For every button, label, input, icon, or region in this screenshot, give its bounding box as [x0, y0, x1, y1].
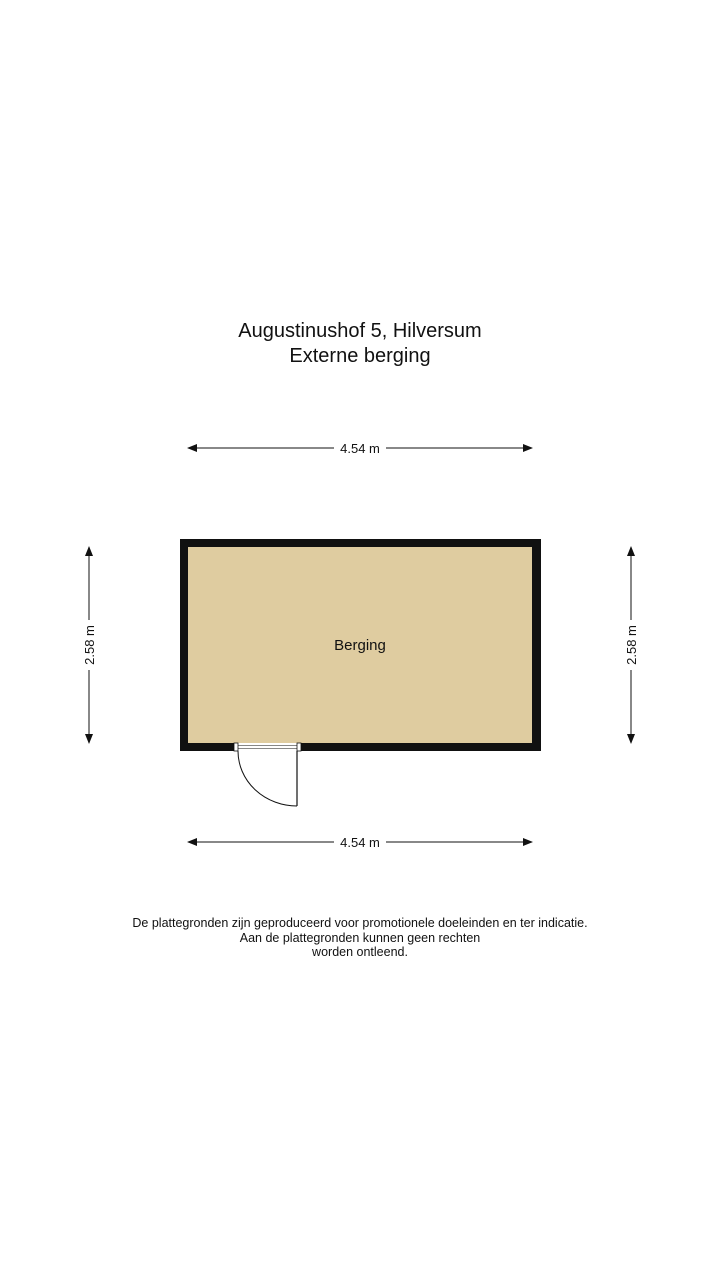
door-frame-left	[234, 743, 238, 751]
address-title: Augustinushof 5, Hilversum	[238, 320, 482, 342]
right-dimension-label: 2.58 m	[624, 625, 639, 665]
disclaimer-line-2: Aan de plattegronden kunnen geen rechten	[239, 930, 481, 945]
disclaimer-line-3: worden ontleend.	[312, 945, 408, 959]
room-berging	[180, 539, 541, 751]
left-dimension	[82, 547, 97, 743]
door-frame-right	[297, 743, 301, 751]
subtitle: Externe berging	[289, 345, 431, 367]
bottom-dimension	[188, 835, 532, 850]
left-dimension-label: 2.58 m	[82, 625, 97, 665]
door-swing-arc	[238, 751, 297, 806]
top-dimension	[188, 441, 532, 456]
right-dimension	[624, 547, 639, 743]
door-opening	[234, 743, 301, 751]
room-label: Berging	[334, 637, 386, 654]
disclaimer-line-1: De plattegronden zijn geproduceerd voor promotionele doeleinden en ter indicatie.	[132, 916, 588, 930]
disclaimer	[0, 916, 720, 960]
door	[234, 743, 301, 806]
top-dimension-label: 4.54 m	[340, 441, 380, 456]
bottom-dimension-label: 4.54 m	[340, 835, 380, 850]
